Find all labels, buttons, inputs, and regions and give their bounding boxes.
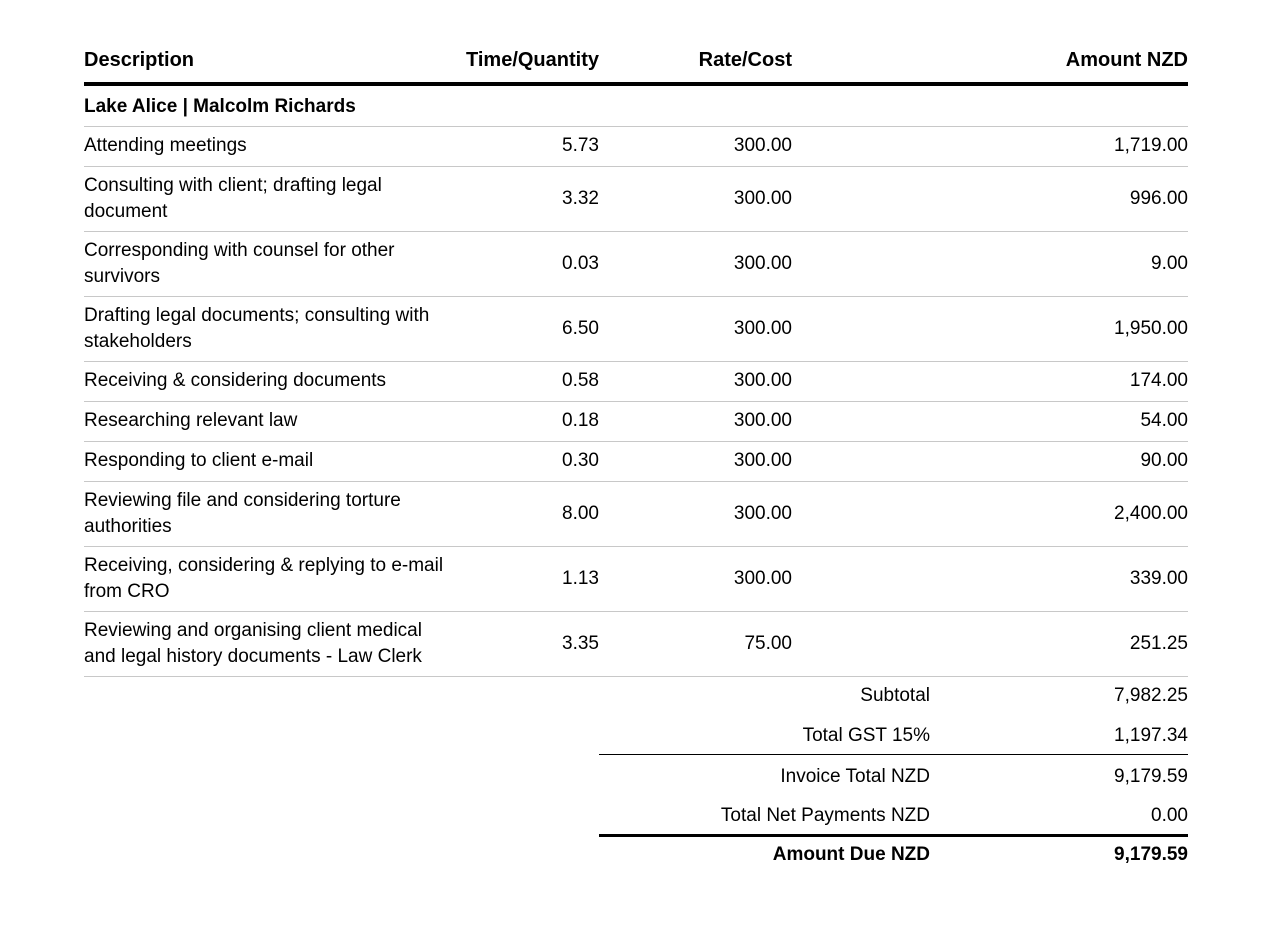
- amount-due-value: 9,179.59: [1114, 844, 1188, 865]
- row-amount: 2,400.00: [1114, 503, 1188, 524]
- row-description: Responding to client e-mail: [84, 450, 314, 471]
- gst-label: Total GST 15%: [802, 725, 930, 746]
- row-rate: 75.00: [744, 633, 792, 654]
- gst-row: [599, 723, 1188, 763]
- row-rate: 300.00: [733, 370, 792, 391]
- row-quantity: 1.13: [562, 568, 599, 589]
- row-amount: 9.00: [1151, 253, 1188, 274]
- row-description: Corresponding with counsel for other survivors: [84, 240, 395, 287]
- row-description: Receiving, considering & replying to e-mail from CRO: [84, 555, 444, 602]
- invoice-total-value: 9,179.59: [1114, 766, 1188, 787]
- row-description: Receiving & considering documents: [84, 370, 387, 391]
- subtotal-label: Subtotal: [860, 685, 930, 706]
- row-rate: 300.00: [733, 568, 792, 589]
- row-quantity: 3.35: [562, 633, 599, 654]
- row-quantity: 6.50: [562, 318, 599, 339]
- subtotal-value: 7,982.25: [1114, 685, 1188, 706]
- amount-due-row: [599, 842, 1188, 882]
- table-row: [84, 482, 1188, 547]
- row-amount: 174.00: [1129, 370, 1188, 391]
- row-rate: 300.00: [733, 188, 792, 209]
- row-amount: 54.00: [1140, 410, 1188, 431]
- table-row: [84, 402, 1188, 442]
- invoice-total-row: [599, 764, 1188, 804]
- row-quantity: 0.30: [562, 450, 599, 471]
- row-description: Reviewing and organising client medical and legal history documents - Law Clerk: [84, 620, 422, 667]
- gst-value: 1,197.34: [1114, 725, 1188, 746]
- invoice-table: [84, 38, 1188, 877]
- row-amount: 1,719.00: [1114, 135, 1188, 156]
- row-rate: 300.00: [733, 410, 792, 431]
- row-amount: 1,950.00: [1114, 318, 1188, 339]
- table-row: [84, 297, 1188, 362]
- column-header-quantity: Time/Quantity: [466, 49, 599, 71]
- row-description: Researching relevant law: [84, 410, 298, 431]
- amount-due-divider: [599, 834, 1188, 837]
- table-row: [84, 362, 1188, 402]
- column-header-description: Description: [84, 49, 195, 71]
- net-payments-label: Total Net Payments NZD: [720, 805, 930, 826]
- row-description: Reviewing file and considering torture authorities: [84, 490, 401, 537]
- row-description: Consulting with client; drafting legal document: [84, 175, 382, 222]
- row-quantity: 0.18: [562, 410, 599, 431]
- row-amount: 251.25: [1129, 633, 1188, 654]
- section-heading: [84, 86, 1188, 127]
- row-rate: 300.00: [733, 318, 792, 339]
- column-header-rate: Rate/Cost: [698, 49, 792, 71]
- net-payments-row: [599, 803, 1188, 843]
- net-payments-value: 0.00: [1151, 805, 1188, 826]
- table-row: [84, 167, 1188, 232]
- amount-due-label: Amount Due NZD: [772, 844, 930, 865]
- row-amount: 339.00: [1129, 568, 1188, 589]
- row-rate: 300.00: [733, 253, 792, 274]
- row-quantity: 5.73: [562, 135, 599, 156]
- table-header: [84, 38, 1188, 86]
- table-row: [84, 547, 1188, 612]
- row-description: Attending meetings: [84, 135, 247, 156]
- table-row: [84, 232, 1188, 297]
- row-quantity: 0.58: [562, 370, 599, 391]
- totals-block: [84, 677, 1188, 877]
- table-row: [84, 612, 1188, 677]
- row-amount: 90.00: [1140, 450, 1188, 471]
- invoice-total-label: Invoice Total NZD: [780, 766, 930, 787]
- row-quantity: 3.32: [562, 188, 599, 209]
- table-row: [84, 127, 1188, 167]
- subtotal-row: [599, 683, 1188, 723]
- row-quantity: 0.03: [562, 253, 599, 274]
- row-quantity: 8.00: [562, 503, 599, 524]
- totals-divider: [599, 754, 1188, 755]
- table-row: [84, 442, 1188, 482]
- row-description: Drafting legal documents; consulting with stakeholders: [84, 305, 430, 352]
- row-rate: 300.00: [733, 135, 792, 156]
- row-rate: 300.00: [733, 503, 792, 524]
- section-title: Lake Alice | Malcolm Richards: [84, 96, 356, 117]
- row-rate: 300.00: [733, 450, 792, 471]
- row-amount: 996.00: [1129, 188, 1188, 209]
- column-header-amount: Amount NZD: [1065, 49, 1188, 71]
